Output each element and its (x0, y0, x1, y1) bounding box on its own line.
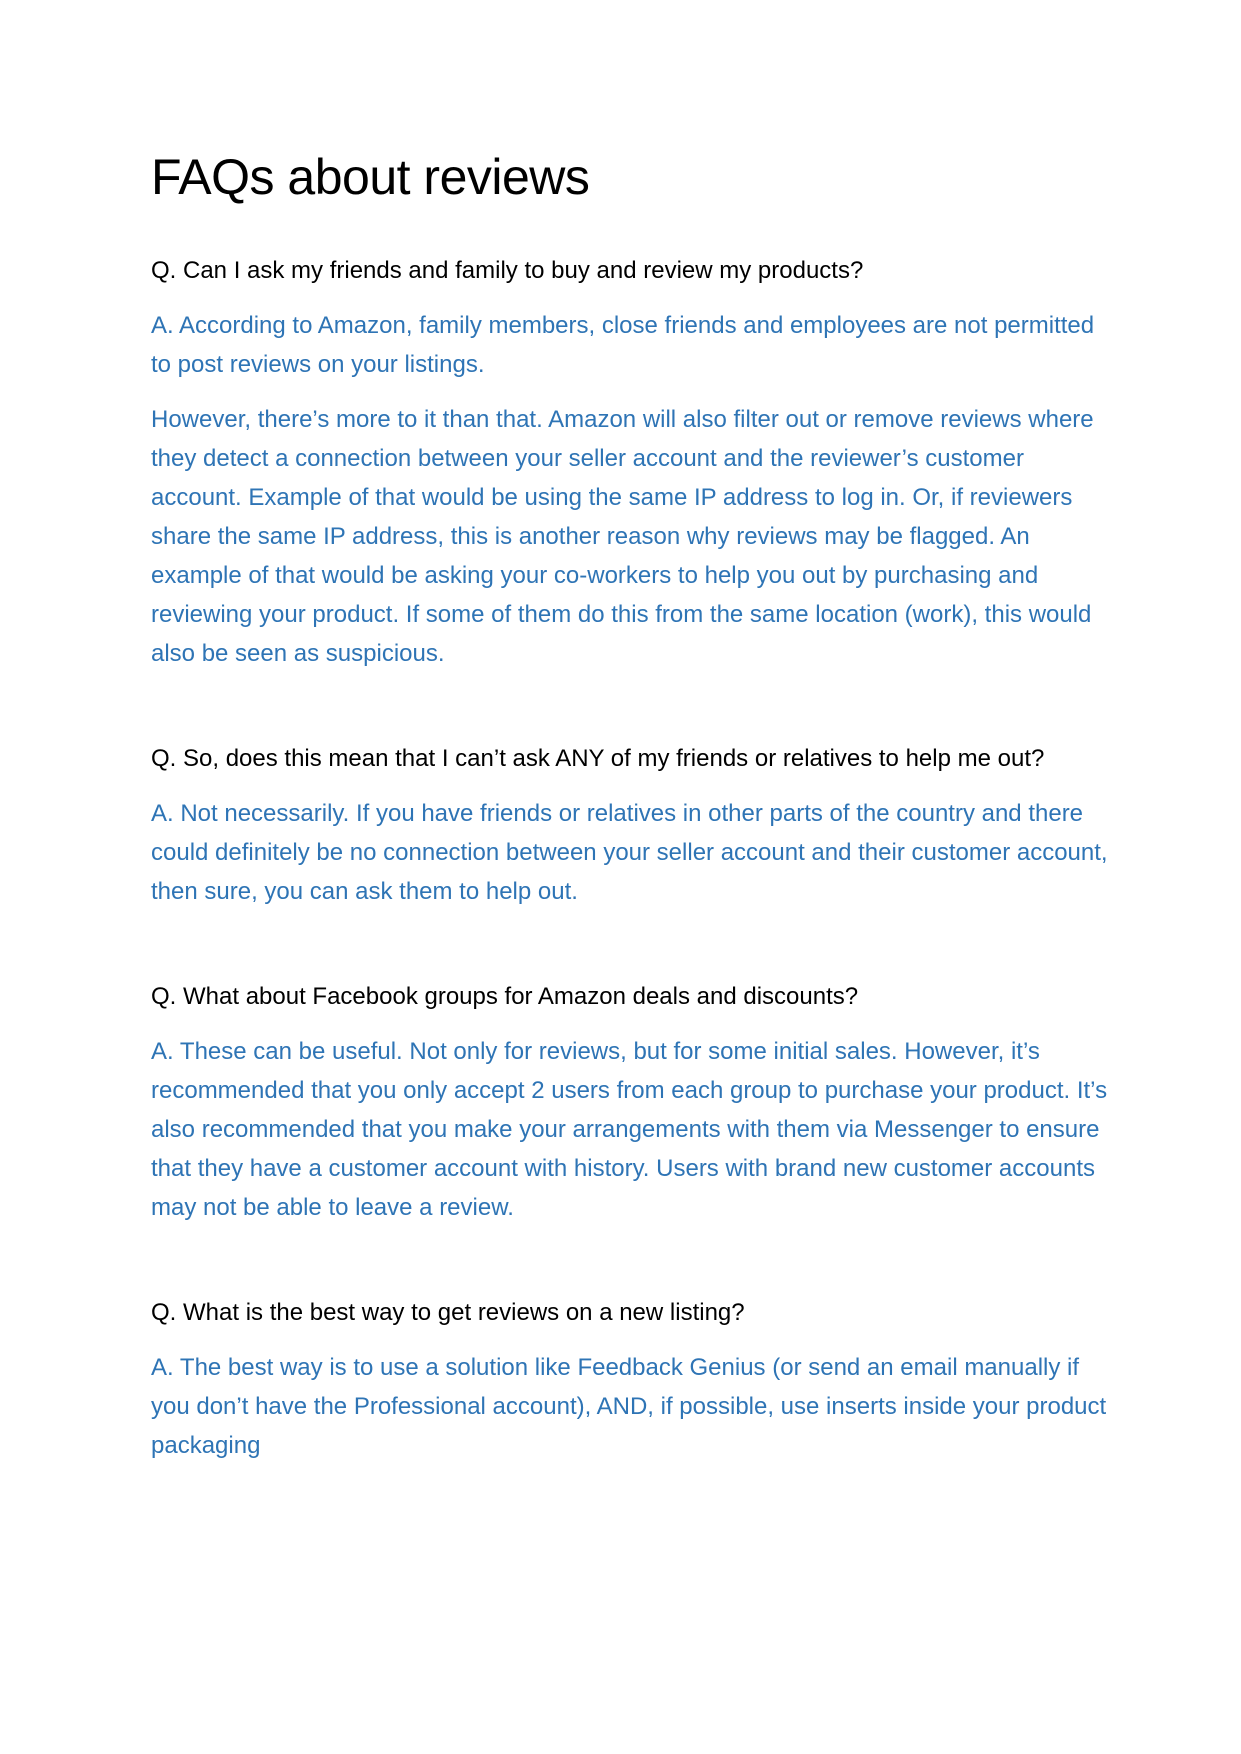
faq-question: Q. So, does this mean that I can’t ask ANY of my friends or relatives to help me out? (151, 745, 1045, 772)
faq-answer: A. These can be useful. Not only for reviews, but for some initial sales. However, it’s recommended that you only accept 2 users from each group to purchase your product. It’s also recommended that you make your arrangements with them via Messenger to ensure that they have a customer account with history. Users with brand new customer accounts may not be able to leave a review. (151, 1038, 1108, 1221)
faq-item-facebook-groups (151, 977, 1111, 1227)
faq-item-best-way (151, 1293, 1111, 1465)
document-page (151, 150, 1111, 1531)
faq-answer: A. The best way is to use a solution like Feedback Genius (or send an email manually if you don’t have the Professional account), AND, if possible, use inserts inside your product packaging (151, 1354, 1107, 1459)
faq-answer: A. Not necessarily. If you have friends or relatives in other parts of the country and there could definitely be no connection between your seller account and their customer account, then sure, you can ask them to help out. (151, 800, 1108, 905)
faq-question: Q. What is the best way to get reviews on a new listing? (151, 1299, 745, 1326)
faq-item-friends-family (151, 251, 1111, 673)
faq-item-relatives (151, 739, 1111, 911)
page-title: FAQs about reviews (151, 149, 590, 205)
faq-question: Q. Can I ask my friends and family to buy and review my products? (151, 257, 864, 284)
faq-question: Q. What about Facebook groups for Amazon deals and discounts? (151, 983, 859, 1010)
faq-answer-continued: However, there’s more to it than that. Amazon will also filter out or remove reviews where they detect a connection between your seller account and the reviewer’s customer account. Example of that would be using the same IP address to log in. Or, if reviewers share the same IP address, this is another reason why reviews may be flagged. An example of that would be asking your co-workers to help you out by purchasing and reviewing your product. If some of them do this from the same location (work), this would also be seen as suspicious. (151, 406, 1094, 667)
faq-answer: A. According to Amazon, family members, close friends and employees are not permitted to post reviews on your listings. (151, 312, 1095, 378)
